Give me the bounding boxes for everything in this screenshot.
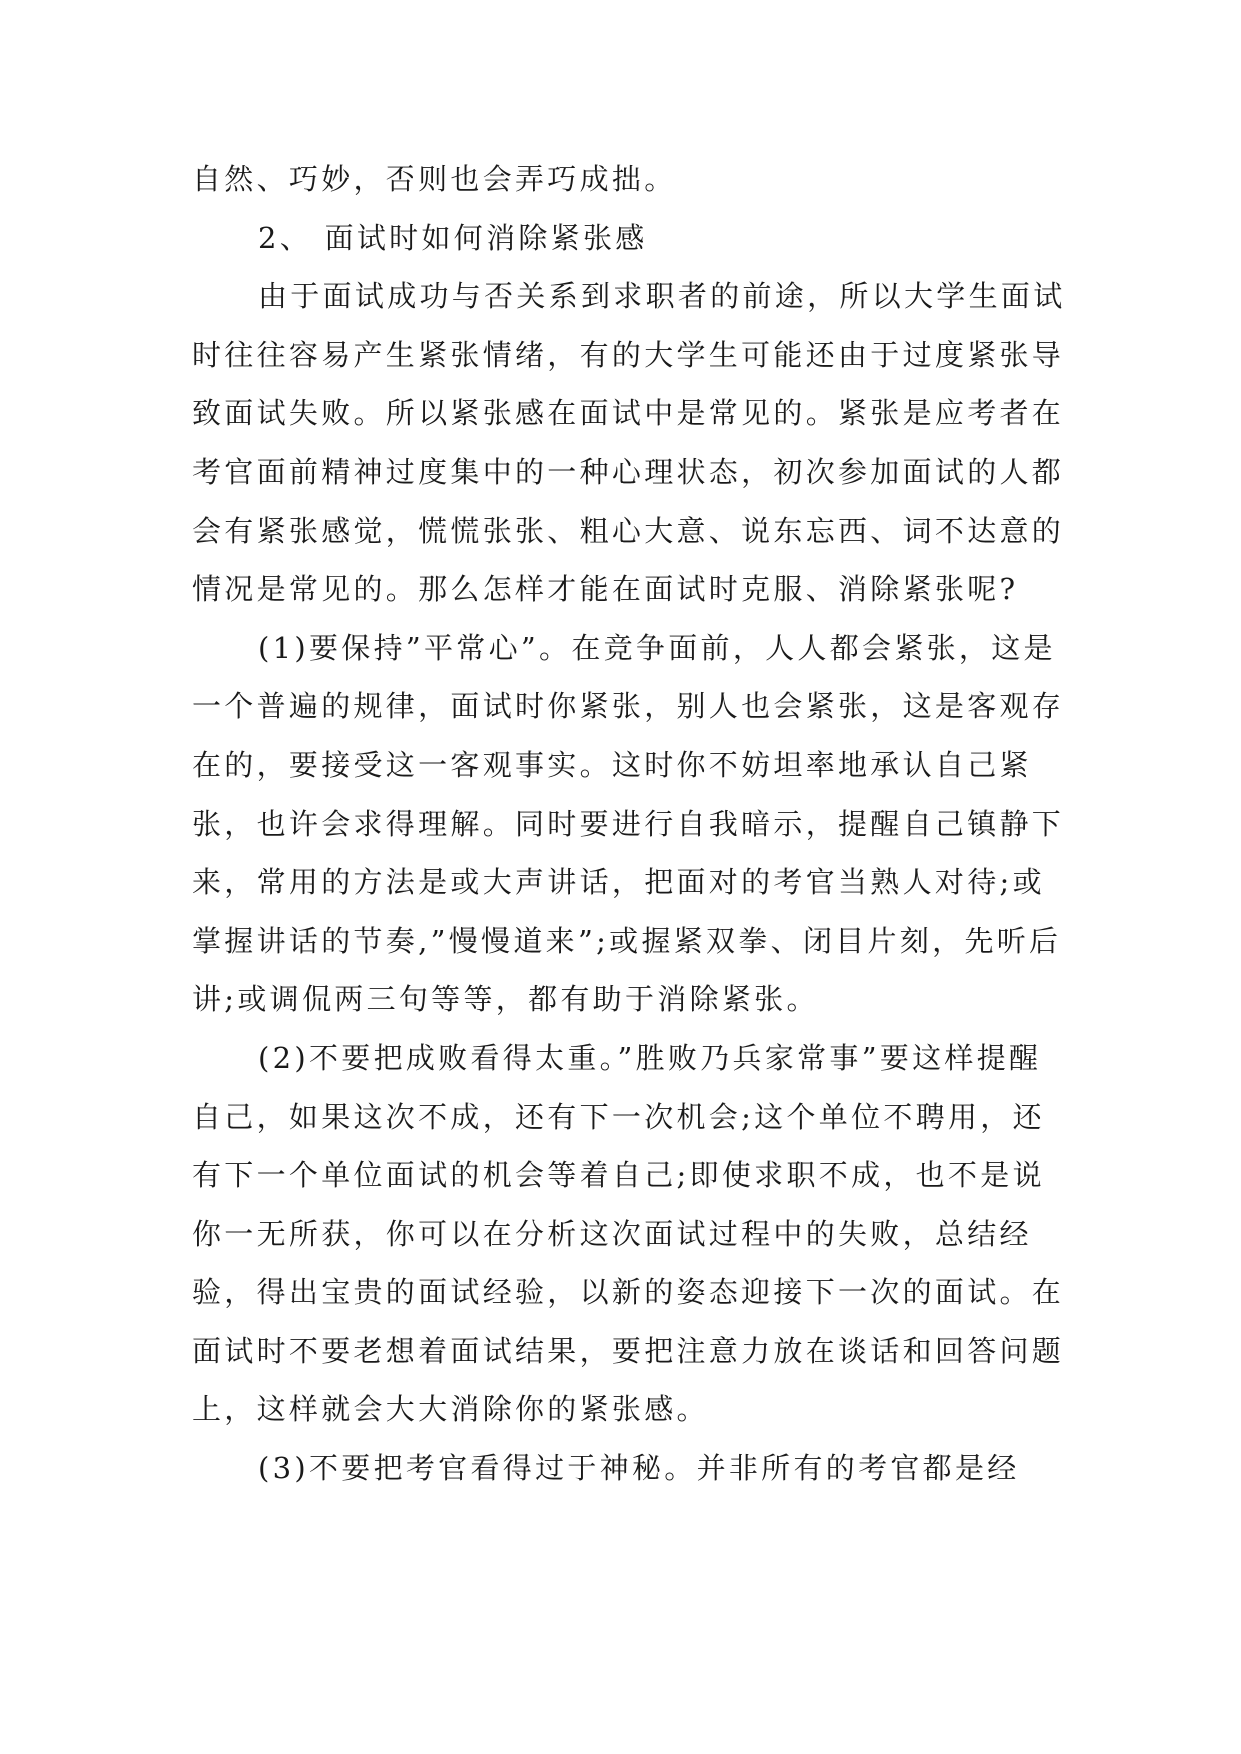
- document-page: [192, 150, 1072, 1498]
- paragraph-point-1: (1)要保持”平常心”。在竞争面前，人人都会紧张，这是一个普遍的规律，面试时你紧张，别人也会紧张，这是客观存在的，要接受这一客观事实。这时你不妨坦率地承认自己紧张，也许会求得理解。同时要进行自我暗示，提醒自己镇静下来，常用的方法是或大声讲话，把面对的考官当熟人对待;或掌握讲话的节奏,”慢慢道来”;或握紧双拳、闭目片刻，先听后讲;或调侃两三句等等，都有助于消除紧张。: [192, 630, 1065, 1017]
- section-heading: 2、 面试时如何消除紧张感: [258, 220, 648, 255]
- paragraph-continuation: 自然、巧妙，否则也会弄巧成拙。: [192, 162, 677, 196]
- paragraph-point-3: (3)不要把考官看得过于神秘。并非所有的考官都是经: [258, 1451, 1020, 1486]
- paragraph-intro: 由于面试成功与否关系到求职者的前途，所以大学生面试时往往容易产生紧张情绪，有的大学生可能还由于过度紧张导致面试失败。所以紧张感在面试中是常见的。紧张是应考者在考官面前精神过度集中的一种心理状态，初次参加面试的人都会有紧张感觉，慌慌张张、粗心大意、说东忘西、词不达意的情况是常见的。那么怎样才能在面试时克服、消除紧张呢?: [192, 279, 1066, 607]
- paragraph-point-2: (2)不要把成败看得太重。”胜败乃兵家常事”要这样提醒自己，如果这次不成，还有下一次机会;这个单位不聘用，还有下一个单位面试的机会等着自己;即使求职不成，也不是说你一无所获，你可以在分析这次面试过程中的失败，总结经验，得出宝贵的面试经验，以新的姿态迎接下一次的面试。在面试时不要老想着面试结果，要把注意力放在谈话和回答问题上，这样就会大大消除你的紧张感。: [192, 1040, 1065, 1427]
